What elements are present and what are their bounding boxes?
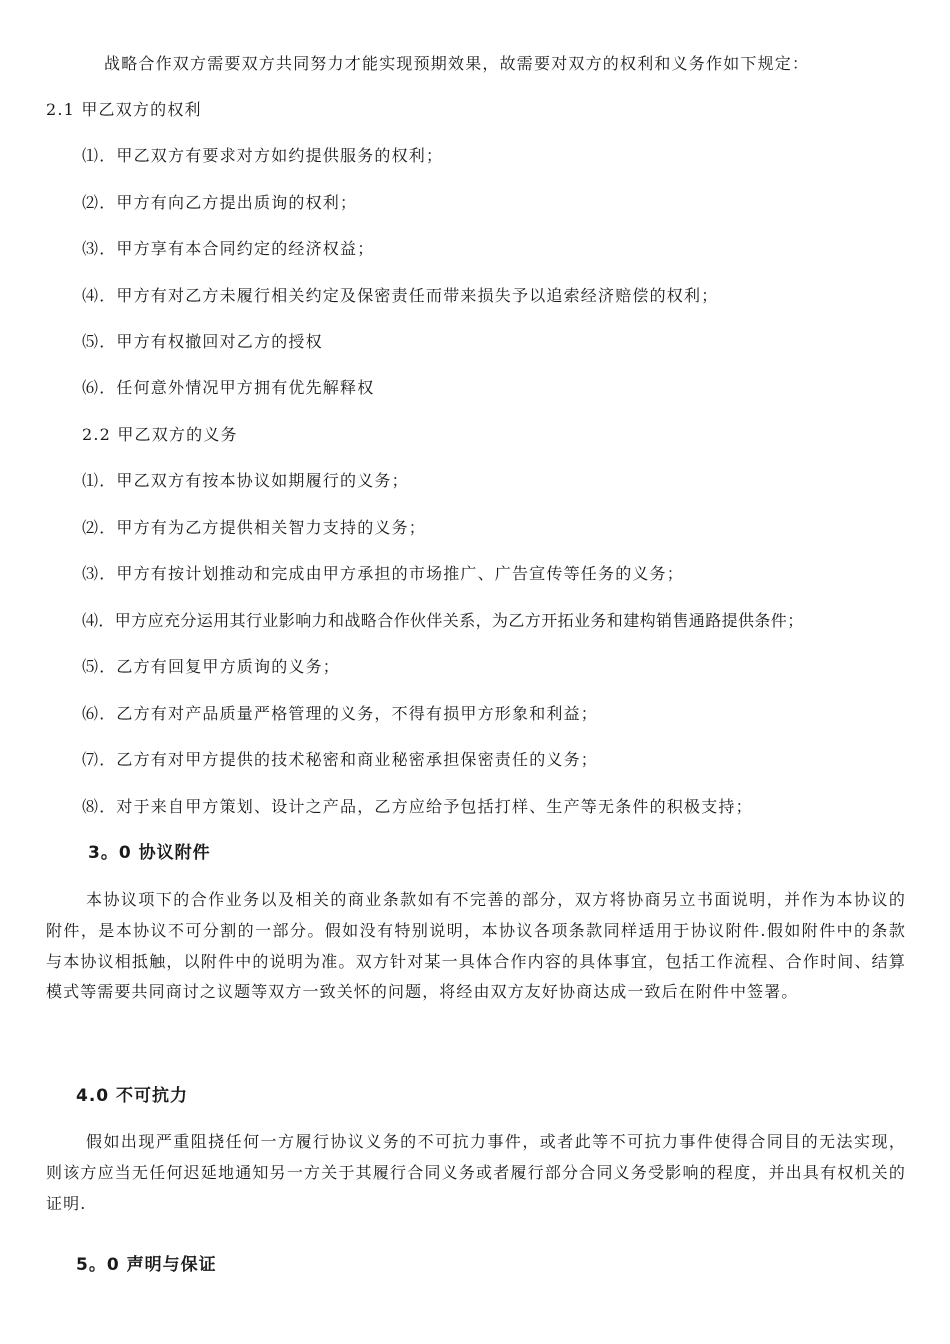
duties-item-6: ⑹．乙方有对产品质量严格管理的义务，不得有损甲方形象和利益； bbox=[82, 704, 599, 723]
section-3-heading: 3。0 协议附件 bbox=[88, 843, 211, 863]
section-4-body: 假如出现严重阻挠任何一方履行协议义务的不可抗力事件，或者此等不可抗力事件使得合同目的无法实现，则该方应当无任何迟延地通知另一方关于其履行合同义务或者履行部分合同义务受影响的程度，并出具有权机关的证明. bbox=[46, 1132, 906, 1213]
intro-text: 战略合作双方需要双方共同努力才能实现预期效果，故需要对双方的权利和义务作如下规定： bbox=[104, 54, 810, 73]
duties-item-8: ⑻．对于来自甲方策划、设计之产品，乙方应给予包括打样、生产等无条件的积极支持； bbox=[82, 797, 753, 816]
section-3-body: 本协议项下的合作业务以及相关的商业条款如有不完善的部分，双方将协商另立书面说明，并作为本协议的附件，是本协议不可分割的一部分。假如没有特别说明，本协议各项条款同样适用于协议附件.假如附件中的条款与本协议相抵触，以附件中的说明为准。双方针对某一具体合作内容的具体事宜，包括工作流程、合作时间、结算模式等需要共同商讨之议题等双方一致关怀的问题，将经由双方友好协商达成一致后在附件中签署。 bbox=[46, 890, 906, 1002]
duties-item-2: ⑵．甲方有为乙方提供相关智力支持的义务； bbox=[82, 518, 427, 537]
duties-item-4: ⑷．甲方应充分运用其行业影响力和战略合作伙伴关系，为乙方开拓业务和建构销售通路提供条件； bbox=[82, 611, 804, 630]
rights-item-5: ⑸．甲方有权撤回对乙方的授权 bbox=[82, 332, 323, 351]
duties-item-5: ⑸．乙方有回复甲方质询的义务； bbox=[82, 657, 341, 676]
duties-item-7: ⑺．乙方有对甲方提供的技术秘密和商业秘密承担保密责任的义务； bbox=[82, 750, 599, 769]
rights-item-6: ⑹．任何意外情况甲方拥有优先解释权 bbox=[82, 378, 375, 397]
rights-item-1: ⑴．甲乙双方有要求对方如约提供服务的权利； bbox=[82, 146, 444, 165]
duties-item-1: ⑴．甲乙双方有按本协议如期履行的义务； bbox=[82, 471, 409, 490]
rights-item-3: ⑶．甲方享有本合同约定的经济权益； bbox=[82, 239, 375, 258]
rights-item-4: ⑷．甲方有对乙方未履行相关约定及保密责任而带来损失予以追索经济赔偿的权利； bbox=[82, 286, 719, 305]
rights-item-2: ⑵．甲方有向乙方提出质询的权利； bbox=[82, 193, 358, 212]
section-4-heading: 4.0 不可抗力 bbox=[76, 1086, 189, 1106]
duties-heading: 2.2 甲乙双方的义务 bbox=[82, 425, 238, 444]
section-5-heading: 5。0 声明与保证 bbox=[76, 1255, 217, 1275]
rights-heading: 2.1 甲乙双方的权利 bbox=[46, 100, 202, 119]
duties-item-3: ⑶．甲方有按计划推动和完成由甲方承担的市场推广、广告宣传等任务的义务； bbox=[82, 564, 685, 583]
